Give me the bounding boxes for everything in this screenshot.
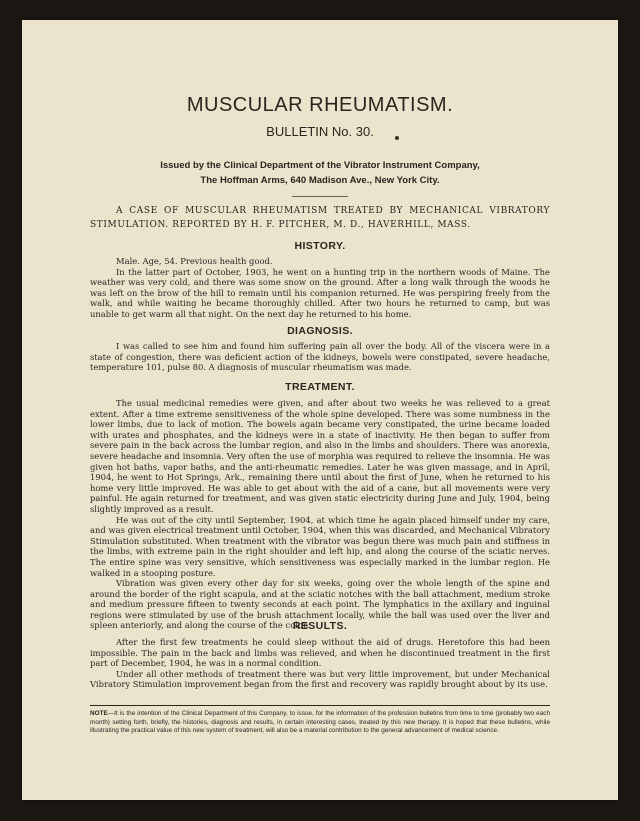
results-heading: RESULTS. bbox=[292, 620, 348, 632]
treatment-paragraph-2: He was out of the city until September, 1904, at which time he again placed himself under my care, and was given electrical treatment until October, 1904, when this was discarded, and Mechanical Vibratory Stimulation substituted. When treatment with the vibrator was begun there was much pain and stiffness in the limbs, with extreme pain in the right shoulder and left hip, and along the course of the sciatic nerves. The entire spine was very sensitive, which sensitiveness was especially marked in the lumbar region. He walked in a stooping posture. bbox=[90, 514, 550, 578]
case-title: A CASE OF MUSCULAR RHEUMATISM TREATED BY MECHANICAL VIBRATORY STIMULATION. REPORTED BY H. F. PITCHER, M. D., HAVERHILL, MASS. bbox=[90, 206, 550, 230]
treatment-section bbox=[90, 398, 550, 631]
diagnosis-heading: DIAGNOSIS. bbox=[287, 325, 353, 337]
note-divider bbox=[90, 705, 550, 706]
issuer-line-2: The Hoffman Arms, 640 Madison Ave., New York City. bbox=[200, 175, 440, 186]
results-section bbox=[90, 637, 550, 690]
history-heading: HISTORY. bbox=[294, 240, 346, 252]
document-title: MUSCULAR RHEUMATISM. bbox=[186, 94, 454, 116]
divider bbox=[292, 196, 348, 197]
note-text: —It is the intention of the Clinical Department of this Company, to issue, for the information of the profession bulletins from time to time (probably two each month) setting forth, briefly, the histories, diagnosis and results, in certain interesting cases, treated by this new therapy. It is hoped that these bulletins, while illustrating the practical value of this new system of treatment, will also be a material contribution to the general advancement of medical science. bbox=[90, 710, 550, 735]
history-section bbox=[90, 256, 550, 320]
diagnosis-paragraph-1: I was called to see him and found him suffering pain all over the body. All of the viscera were in a state of congestion, there was deficient action of the kidneys, bowels were constipated, severe headache, temperature 101, pulse 80. A diagnosis of muscular rheumatism was made. bbox=[90, 341, 550, 373]
bulletin-number: BULLETIN No. 30. bbox=[266, 124, 374, 139]
treatment-heading: TREATMENT. bbox=[285, 381, 355, 393]
ink-dot bbox=[395, 136, 399, 140]
document-page bbox=[22, 20, 618, 800]
results-paragraph-1: After the first few treatments he could sleep without the aid of drugs. Heretofore this had been impossible. The pain in the back and limbs was relieved, and when he discontinued treatment in the first part of December, 1904, he was in a normal condition. bbox=[90, 637, 550, 669]
treatment-paragraph-3: Vibration was given every other day for six weeks, going over the whole length of the spine and around the border of the right scapula, and at the sciatic notches with the ball attachment, medium stroke and medium pressure fifteen to twenty seconds at each point. The lymphatics in the axillary and inguinal regions were stimulated by use of the brush attachment locally, while the ball was used over the liver and spleen anteriorly, and along the course of the colon. bbox=[90, 578, 550, 631]
issuer-line-1: Issued by the Clinical Department of the Vibrator Instrument Company, bbox=[160, 160, 480, 171]
results-paragraph-2: Under all other methods of treatment there was but very little improvement, but under Mechanical Vibratory Stimulation improvement began from the first and recovery was rapidly brought about by its use. bbox=[90, 668, 550, 690]
history-paragraph-2: In the latter part of October, 1903, he went on a hunting trip in the northern woods of Maine. The weather was very cold, and there was some snow on the ground. After a long walk through the woods he was left on the brow of the hill to remain until his companion returned. He was perspiring freely from the walk, and while waiting he became thoroughly chilled. After two hours he returned to camp, but was unable to get warm all that night. On the next day he returned to his home. bbox=[90, 266, 550, 319]
issuer-block bbox=[22, 158, 618, 188]
diagnosis-section bbox=[90, 341, 550, 373]
footnote bbox=[90, 710, 550, 736]
history-paragraph-1: Male. Age, 54. Previous health good. bbox=[116, 256, 273, 266]
treatment-paragraph-1: The usual medicinal remedies were given, and after about two weeks he was relieved to a great extent. After a time extreme sensitiveness of the whole spine developed. There was some numbness in the lower limbs, due to lack of motion. The bowels again became very constipated, the urine became loaded with urates and phosphates, and the kidneys were in a state of inactivity. He then began to suffer from severe pain in the back across the lumbar region, and also in the limbs and shoulders. There was anorexia, severe headache and insomnia. Very often the use of morphia was required to relieve the insomnia. He was given hot baths, vapor baths, and the anti-rheumatic remedies. Later he was given massage, and in April, 1904, he went to Hot Springs, Ark., remaining there until about the first of June, when he returned to his home very little improved. He was able to get about with the aid of a cane, but all movements were very painful. He again returned for treatment, and was given static electricity during June and July, 1904, being slightly improved as a result. bbox=[90, 398, 550, 514]
note-label: NOTE bbox=[90, 710, 108, 717]
